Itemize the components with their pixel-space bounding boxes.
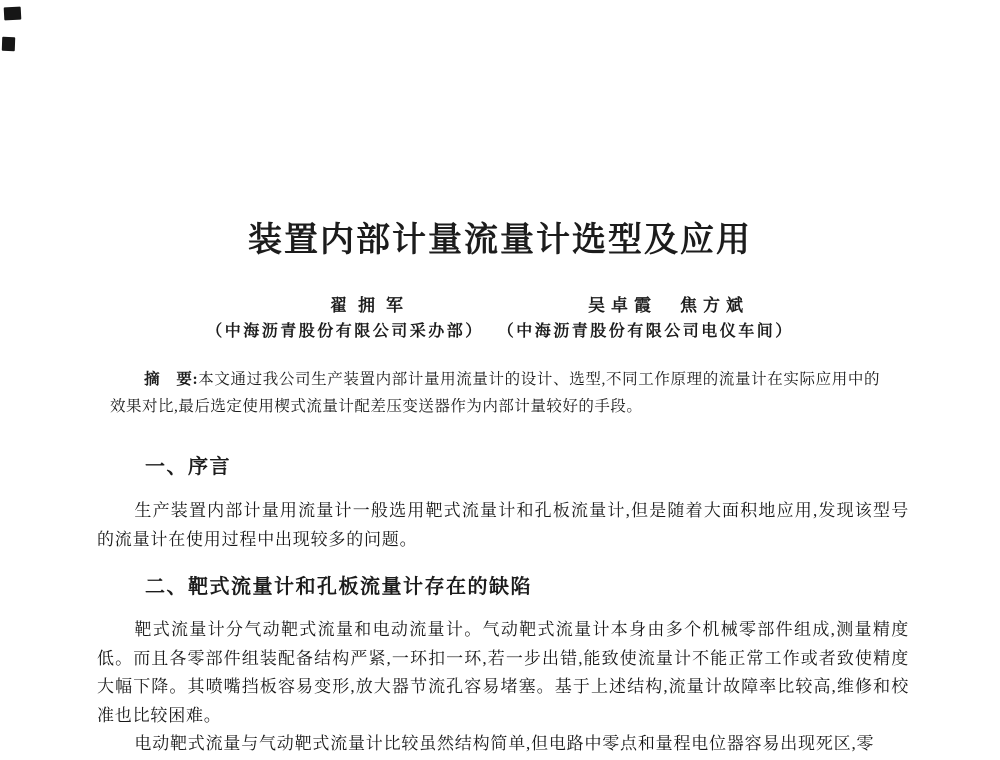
author-names-right: 吴卓霞 焦方斌 <box>588 296 749 315</box>
abstract-label: 摘 要: <box>144 371 199 388</box>
section-body-2 <box>97 616 909 759</box>
paragraph: 生产装置内部计量用流量计一般选用靶式流量计和孔板流量计,但是随着大面积地应用,发现该型号的流量计在使用过程中出现较多的问题。 <box>97 501 909 549</box>
section-body-1 <box>97 497 909 554</box>
abstract-text: 本文通过我公司生产装置内部计量用流量计的设计、选型,不同工作原理的流量计在实际应用中的效果对比,最后选定使用楔式流量计配差压变送器作为内部计量较好的手段。 <box>110 371 880 415</box>
scan-artifact-bottom <box>2 37 15 51</box>
author-name-left: 翟拥军 <box>330 296 414 315</box>
paper-title: 装置内部计量流量计选型及应用 <box>248 220 752 260</box>
paragraph-cutoff: 电动靶式流量与气动靶式流量计比较虽然结构简单,但电路中零点和量程电位器容易出现死区,零 <box>134 734 875 753</box>
affiliation-right: （中海沥青股份有限公司电仪车间） <box>497 323 794 340</box>
section-heading-1: 一、序言 <box>145 454 231 478</box>
abstract <box>110 366 880 420</box>
affiliations-row <box>0 318 1000 341</box>
paragraph: 靶式流量计分气动靶式流量和电动流量计。气动靶式流量计本身由多个机械零部件组成,测量精度低。而且各零部件组装配备结构严紧,一环扣一环,若一步出错,能致使流量计不能正常工作或者致使精度大幅下降。其喷嘴挡板容易变形,放大器节流孔容易堵塞。基于上述结构,流量计故障率比较高,维修和校准也比较困难。 <box>97 620 909 725</box>
scan-artifact-top <box>4 7 22 21</box>
section-heading-2: 二、靶式流量计和孔板流量计存在的缺陷 <box>145 574 532 598</box>
affiliation-left: （中海沥青股份有限公司采办部） <box>206 323 484 340</box>
